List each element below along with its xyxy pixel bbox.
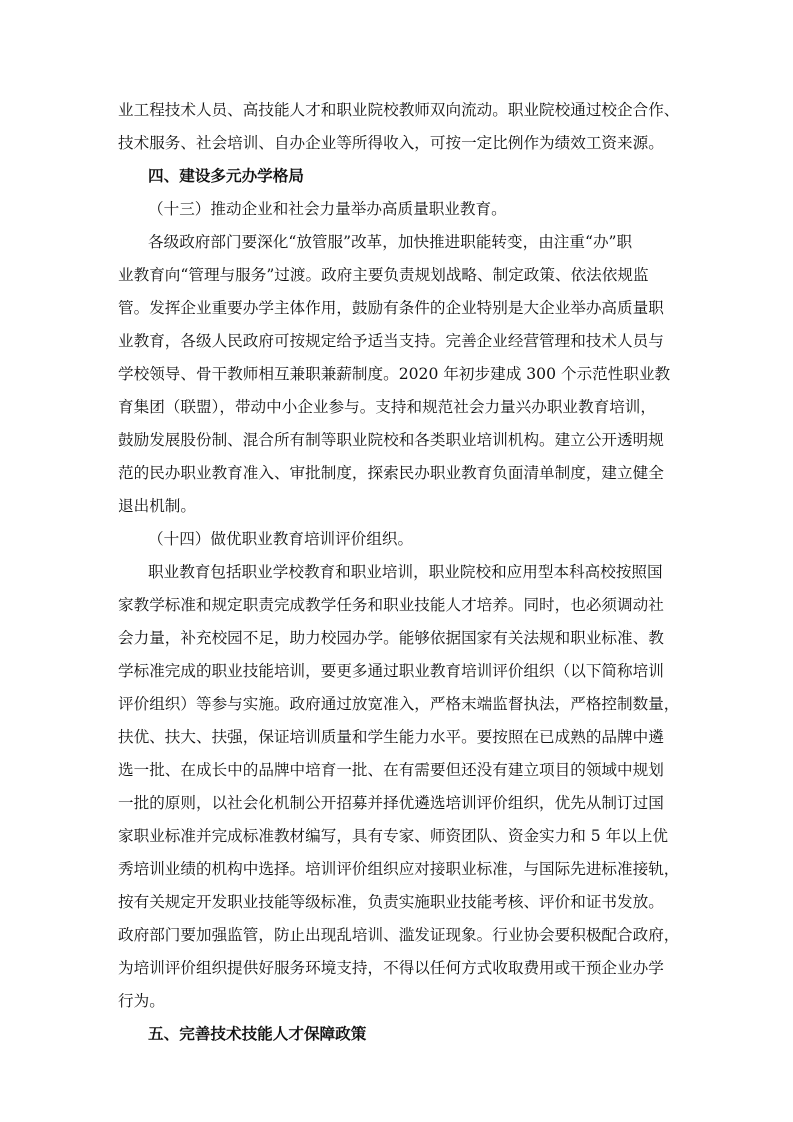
text-line: 行为。 [118, 992, 165, 1010]
text-line: 政府部门要加强监管，防止出现乱培训、滥发证现象。行业协会要积极配合政府， [118, 926, 680, 944]
text-line: 业工程技术人员、高技能人才和职业院校教师双向流动。职业院校通过校企合作、 [118, 101, 680, 119]
text-line: 业教育，各级人民政府可按规定给予适当支持。完善企业经营管理和技术人员与 [118, 332, 664, 350]
section-heading: 四、建设多元办学格局 [148, 167, 304, 185]
text-line: 选一批、在成长中的品牌中培育一批、在有需要但还没有建立项目的领域中规划 [118, 761, 664, 779]
text-line: 退出机制。 [118, 497, 196, 515]
text-line: 鼓励发展股份制、混合所有制等职业院校和各类职业培训机构。建立公开透明规 [118, 431, 664, 449]
text-line: 各级政府部门要深化“放管服”改革，加快推进职能转变，由注重“办”职 [148, 233, 633, 251]
text-line: 评价组织）等参与实施。政府通过放宽准入，严格末端监督执法，严格控制数量， [118, 695, 680, 713]
text-line: 家教学标准和规定职责完成教学任务和职业技能人才培养。同时，也必须调动社 [118, 596, 664, 614]
text-line: 学标准完成的职业技能培训，要更多通过职业教育培训评价组织（以下简称培训 [118, 662, 664, 680]
section-heading: 五、完善技术技能人才保障政策 [148, 1025, 367, 1043]
text-line: 会力量，补充校园不足，助力校园办学。能够依据国家有关法规和职业标准、教 [118, 629, 664, 647]
text-line: 秀培训业绩的机构中选择。培训评价组织应对接职业标准，与国际先进标准接轨， [118, 860, 680, 878]
text-line: 技术服务、社会培训、自办企业等所得收入，可按一定比例作为绩效工资来源。 [118, 134, 664, 152]
text-line: 育集团（联盟），带动中小企业参与。支持和规范社会力量兴办职业教育培训， [118, 398, 656, 416]
text-line: 为培训评价组织提供好服务环境支持，不得以任何方式收取费用或干预企业办学 [118, 959, 664, 977]
subsection-heading: （十三）推动企业和社会力量举办高质量职业教育。 [148, 200, 507, 218]
text-line: 管。发挥企业重要办学主体作用，鼓励有条件的企业特别是大企业举办高质量职 [118, 299, 664, 317]
text-line: 学校领导、骨干教师相互兼职兼薪制度。2020 年初步建成 300 个示范性职业教 [118, 365, 671, 383]
text-line: 一批的原则，以社会化机制公开招募并择优遴选培训评价组织，优先从制订过国 [118, 794, 664, 812]
text-line: 范的民办职业教育准入、审批制度，探索民办职业教育负面清单制度，建立健全 [118, 464, 664, 482]
text-line: 业教育向“管理与服务”过渡。政府主要负责规划战略、制定政策、依法依规监 [118, 266, 649, 284]
text-line: 职业教育包括职业学校教育和职业培训，职业院校和应用型本科高校按照国 [148, 563, 663, 581]
text-line: 家职业标准并完成标准教材编写，具有专家、师资团队、资金实力和 5 年以上优 [118, 827, 669, 845]
text-line: 扶优、扶大、扶强，保证培训质量和学生能力水平。要按照在已成熟的品牌中遴 [118, 728, 664, 746]
text-line: 按有关规定开发职业技能等级标准，负责实施职业技能考核、评价和证书发放。 [118, 893, 664, 911]
subsection-heading: （十四）做优职业教育培训评价组织。 [148, 530, 414, 548]
